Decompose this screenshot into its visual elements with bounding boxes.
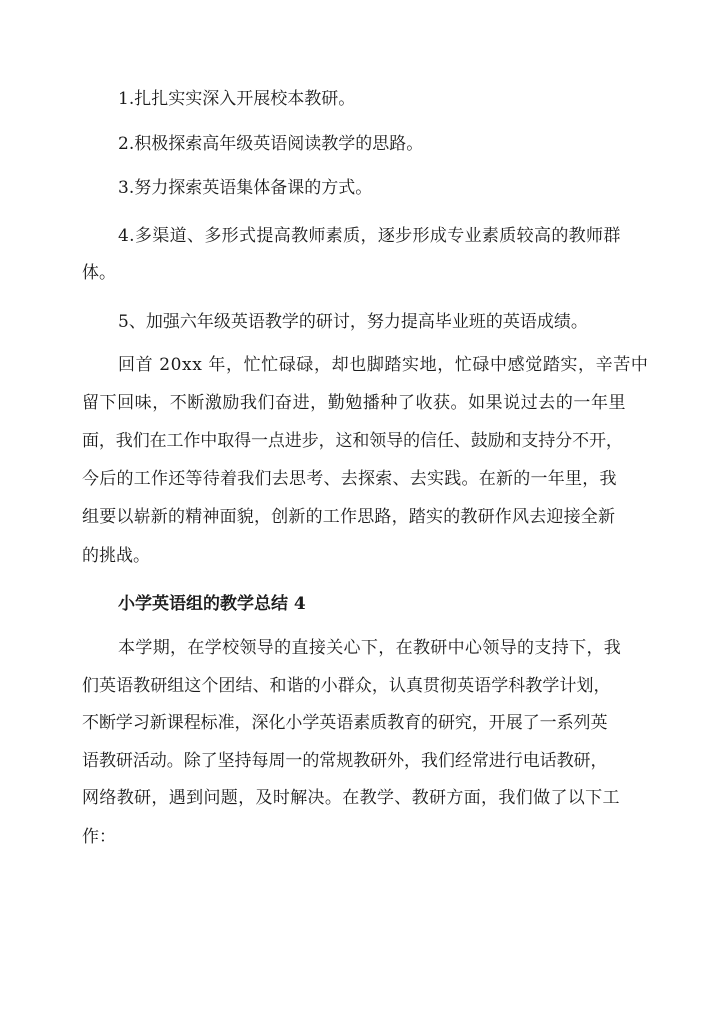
review-paragraph-line: 今后的工作还等待着我们去思考、去探索、去实践。在新的一年里，我 — [82, 469, 617, 489]
review-paragraph-line: 的挑战。 — [82, 546, 150, 566]
intro-paragraph-line: 语教研活动。除了坚持每周一的常规教研外，我们经常进行电话教研， — [82, 751, 608, 771]
review-paragraph-line: 回首 20xx 年，忙忙碌碌，却也脚踏实地，忙碌中感觉踏实，辛苦中 — [118, 355, 649, 375]
goal-item-1: 1.扎扎实实深入开展校本教研。 — [118, 89, 356, 109]
review-paragraph-line: 留下回味，不断激励我们奋进，勤勉播种了收获。如果说过去的一年里 — [82, 393, 627, 413]
intro-paragraph-line: 们英语教研组这个团结、和谐的小群众，认真贯彻英语学科教学计划， — [82, 676, 611, 696]
review-paragraph-line: 面，我们在工作中取得一点进步，这和领导的信任、鼓励和支持分不开， — [82, 431, 623, 451]
intro-paragraph-line: 本学期，在学校领导的直接关心下，在教研中心领导的支持下，我 — [118, 638, 622, 658]
goal-item-4-line-2: 体。 — [82, 263, 116, 283]
review-paragraph-line: 组要以崭新的精神面貌，创新的工作思路，踏实的教研作风去迎接全新 — [82, 507, 616, 527]
intro-paragraph-line: 网络教研，遇到问题，及时解决。在教学、教研方面，我们做了以下工 — [82, 788, 620, 808]
goal-item-2: 2.积极探索高年级英语阅读教学的思路。 — [118, 134, 424, 154]
goal-item-5: 5、加强六年级英语教学的研讨，努力提高毕业班的英语成绩。 — [118, 312, 588, 332]
goal-item-3: 3.努力探索英语集体备课的方式。 — [118, 178, 373, 198]
section-heading: 小学英语组的教学总结 4 — [118, 594, 306, 614]
intro-paragraph-line: 不断学习新课程标准，深化小学英语素质教育的研究，开展了一系列英 — [82, 713, 608, 733]
intro-paragraph-line: 作： — [82, 827, 116, 847]
goal-item-4-line-1: 4.多渠道、多形式提高教师素质，逐步形成专业素质较高的教师群 — [118, 226, 621, 246]
